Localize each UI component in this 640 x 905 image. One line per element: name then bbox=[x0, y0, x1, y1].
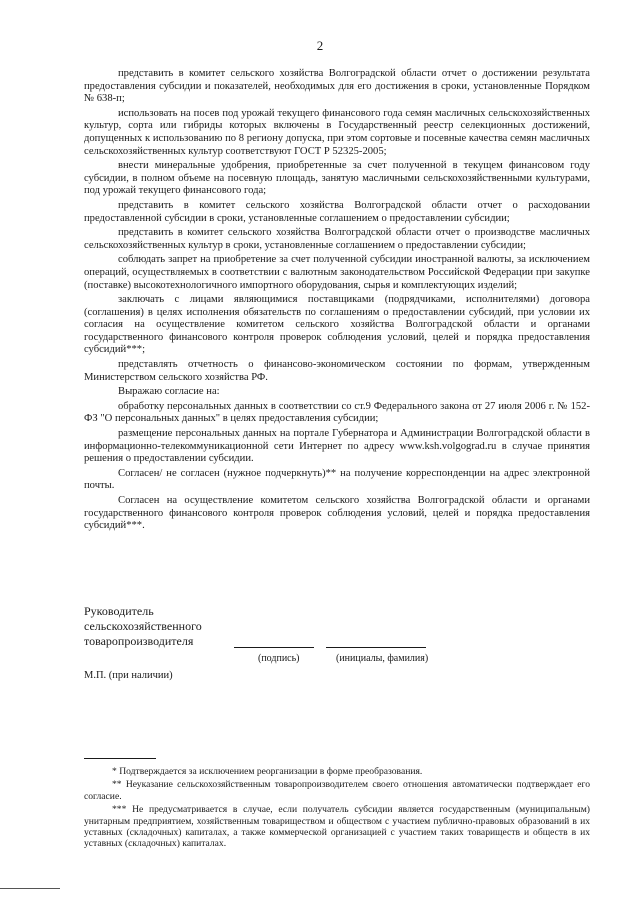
signature-line bbox=[234, 647, 314, 648]
footnote: *** Не предусматривается в случае, если получатель субсидии является государственным (муниципальным) унитарным предприятием, хозяйственным товариществом и обществом с участием публично-правовых образований в их уставных (складочных) капиталах, а также коммерческой организацией с участием таких товариществ и обществ в их уставных (складочных) капиталах. bbox=[84, 804, 590, 850]
signature-caption: (подпись) bbox=[258, 653, 300, 664]
paragraph: Выражаю согласие на: bbox=[118, 386, 220, 398]
document-body bbox=[84, 68, 590, 535]
signer-title-line-3: товаропроизводителя bbox=[84, 634, 194, 648]
paragraph: представить в комитет сельского хозяйства Волгоградской области отчет о достижении результата предоставления субсидии и показателей, необходимых для его достижения в сроки, установленные Порядком № 638-п; bbox=[84, 68, 590, 105]
paragraph: использовать на посев под урожай текущего финансового года семян масличных сельскохозяйственных культур, сорта или гибриды которых включены в Государственный реестр селекционных достижений, допущенных к использованию по 8 региону допуска, при этом сортовые и посевные качества семян масличных сельскохозяйственных культур соответствуют ГОСТ Р 52325-2005; bbox=[84, 107, 590, 157]
paragraph: внести минеральные удобрения, приобретенные за счет полученной в текущем финансовом году субсидии, в полном объеме на посевную площадь, занятую масличными сельскохозяйственными культурами, под урожай текущего финансового года; bbox=[84, 160, 590, 197]
paragraph: обработку персональных данных в соответствии со ст.9 Федерального закона от 27 июля 2006 г. № 152-ФЗ "О персональных данных" в целях предоставления субсидии; bbox=[84, 400, 590, 425]
paragraph: соблюдать запрет на приобретение за счет полученной субсидии иностранной валюты, за исключением операций, осуществляемых в соответствии с валютным законодательством Российской Федерации при закупке (поставке) высокотехнологичного импортного оборудования, сырья и комплектующих изделий; bbox=[84, 254, 590, 291]
signer-title-line-2: сельскохозяйственного bbox=[84, 619, 202, 633]
paragraph: представлять отчетность о финансово-экономическом состоянии по формам, утвержденным Министерством сельского хозяйства РФ. bbox=[84, 359, 590, 383]
name-line bbox=[326, 647, 426, 648]
name-caption: (инициалы, фамилия) bbox=[336, 653, 429, 664]
paragraph: представить в комитет сельского хозяйства Волгоградской области отчет о расходовании предоставленной субсидии в сроки, установленные соглашением о предоставлении субсидии; bbox=[84, 199, 590, 224]
signer-title-line-1: Руководитель bbox=[84, 604, 154, 618]
paragraph: заключать с лицами являющимися поставщиками (подрядчиками, исполнителями) договора (соглашения) в целях исполнения обязательств по соглашениям о предоставлении субсидий, при условии их согласия на осуществление комитетом сельского хозяйства Волгоградской области и органами государственного финансового контроля проверок соблюдения условий, целей и порядка предоставления субсидий***; bbox=[84, 294, 590, 356]
footnotes bbox=[84, 766, 590, 852]
page-edge-mark bbox=[0, 888, 60, 889]
footnote-divider bbox=[84, 758, 156, 759]
stamp-note: М.П. (при наличии) bbox=[84, 670, 173, 681]
signature-block bbox=[84, 604, 604, 664]
paragraph: представить в комитет сельского хозяйства Волгоградской области отчет о производстве масличных сельскохозяйственных культур в сроки, установленные соглашением о предоставлении субсидии; bbox=[84, 227, 590, 251]
paragraph: Согласен на осуществление комитетом сельского хозяйства Волгоградской области и органами государственного финансового контроля проверок соблюдения условий, целей и порядка предоставления субсидий***. bbox=[84, 495, 590, 532]
footnote: ** Неуказание сельскохозяйственным товаропроизводителем своего отношения автоматически подтверждает его согласие. bbox=[84, 779, 590, 802]
page-number: 2 bbox=[316, 38, 324, 53]
footnote: * Подтверждается за исключением реорганизации в форме преобразования. bbox=[112, 766, 423, 777]
paragraph: размещение персональных данных на портале Губернатора и Администрации Волгоградской области в информационно-телекоммуникационной сети Интернет по адресу www.ksh.volgograd.ru в случае принятия решения о предоставлении субсидии. bbox=[84, 428, 590, 465]
paragraph: Согласен/ не согласен (нужное подчеркнуть)** на получение корреспонденции на адрес электронной почты. bbox=[84, 467, 590, 492]
